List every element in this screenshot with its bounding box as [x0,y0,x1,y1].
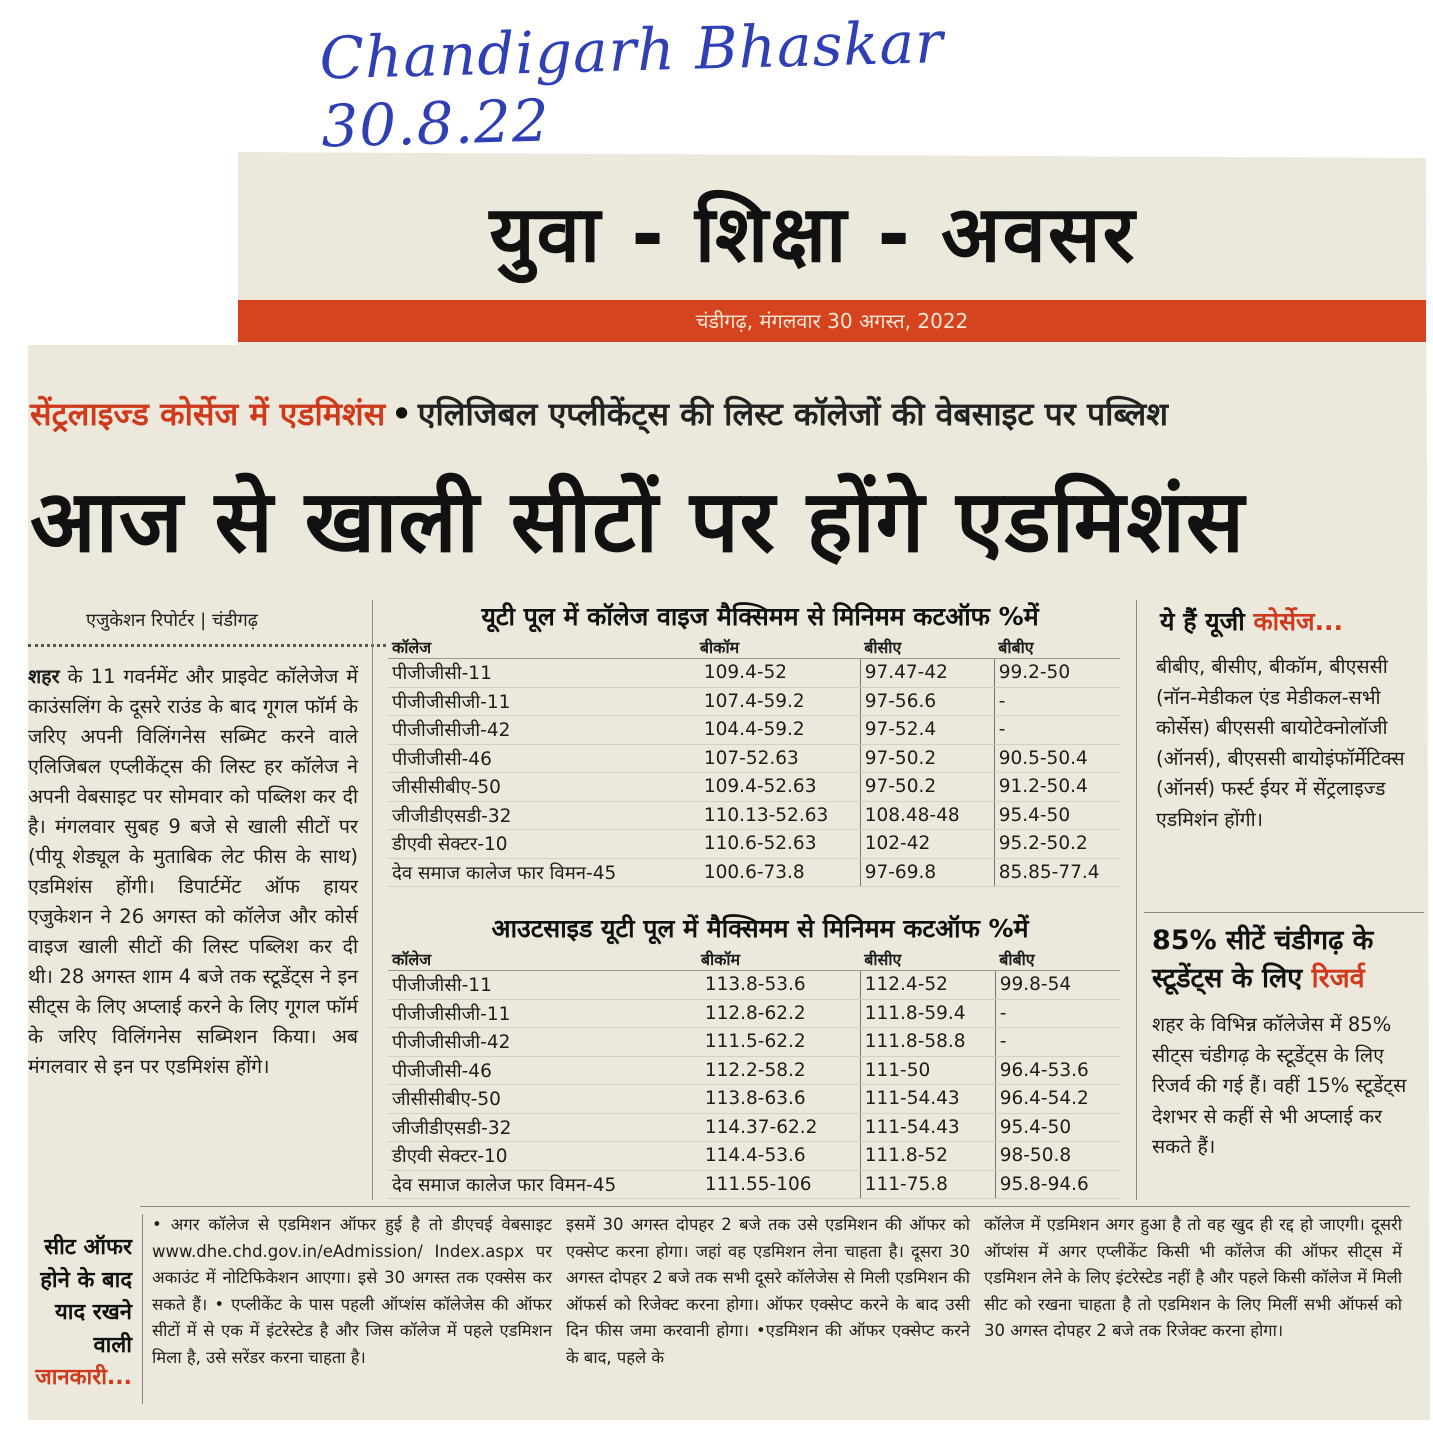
table-row [388,687,1120,716]
header-college: कॉलेज [388,636,696,659]
table-row [388,1170,1120,1199]
cutoff-cell: 114.4-53.6 [697,1142,860,1171]
college-cell: डीएवी सेक्टर-10 [388,830,696,859]
ug-title-black: ये हैं यूजी [1160,607,1245,636]
cutoff-cell: 113.8-63.6 [697,1085,860,1114]
cutoff-cell: 97-50.2 [860,773,994,802]
cutoff-cell: 111.55-106 [697,1170,860,1199]
lead-word: शहर [28,665,60,688]
cutoff-cell: 97-69.8 [860,858,994,887]
header-bcom: बीकॉम [696,636,860,659]
headline: आज से खाली सीटों पर होंगे एडमिशंस [30,472,1245,572]
cutoff-cell: 98-50.8 [995,1142,1120,1171]
seat-offer-label [28,1232,132,1402]
cutoff-cell: 107.4-59.2 [696,687,860,716]
cutoff-cell: 111-54.43 [860,1085,995,1114]
handwritten-note: Chandigarh Bhaskar 30.8.22 [318,8,945,161]
cutoff-cell: 111.8-59.4 [860,999,995,1028]
cutoff-cell: 111-50 [860,1056,995,1085]
ut-cutoff-table [388,636,1120,887]
cutoff-cell: 109.4-52 [696,659,860,688]
reserve-title-black: 85% सीटें चंडीगढ़ के स्टूडेंट्स के लिए [1152,925,1374,994]
cutoff-cell: 97-52.4 [860,716,994,745]
seat-offer-label-black: सीट ऑफर होने के बाद याद रखने वाली [40,1235,132,1358]
kicker-line [30,388,1426,440]
cutoff-cell: 95.4-50 [994,801,1120,830]
table-row [388,1085,1120,1114]
college-cell: पीजीजीसीजी-11 [388,687,696,716]
cutoff-cell: 112.8-62.2 [697,999,860,1028]
column-divider [372,600,373,1200]
table-header-row [388,636,1120,659]
cutoff-cell: 100.6-73.8 [696,858,860,887]
reserve-title [1152,922,1422,1002]
column-divider [1136,600,1137,1200]
college-cell: पीजीजीसी-11 [388,659,696,688]
college-cell: पीजीजीसीजी-42 [388,716,696,745]
cutoff-cell: 95.4-50 [995,1113,1120,1142]
header-bba: बीबीए [995,948,1120,971]
header-bba: बीबीए [994,636,1120,659]
cutoff-cell: 111.8-58.8 [860,1028,995,1057]
seat-offer-text: • अगर कॉलेज से एडमिशन ऑफर हुई है तो डीएचई वेबसाइट www.dhe.chd.gov.in/eAdmission/ Index.aspx पर अकाउंट में नोटिफिकेशन आएगा। इसे 30 अगस्त तक एक्सेस कर सकते हैं। • एप्लीकेंट के पास पहली ऑप्शंस कॉलेजेस की ऑफर सीटों में से एक में इंटरेस्टेड है और जिस कॉलेज में पहले एडमिशन मिला है, उसे सरेंडर करना चाहता है। [152,1215,552,1367]
cutoff-cell: 91.2-50.4 [994,773,1120,802]
college-cell: जीजीडीएसडी-32 [388,801,696,830]
cutoff-cell: 99.2-50 [994,659,1120,688]
byline: एजुकेशन रिपोर्टर | चंडीगढ़ [86,610,258,631]
cutoff-cell: 97-56.6 [860,687,994,716]
cutoff-cell: 107-52.63 [696,744,860,773]
cutoff-cell: 111-75.8 [860,1170,995,1199]
table-row [388,999,1120,1028]
college-cell: पीजीजीसी-46 [388,744,696,773]
reserve-title-red: रिजर्व [1311,963,1365,994]
header-bcom: बीकॉम [697,948,860,971]
ug-courses-title [1160,602,1410,642]
college-cell: देव समाज कालेज फार विमन-45 [388,1170,697,1199]
outside-table-title: आउटसाइड यूटी पूल में मैक्सिमम से मिनिमम कटऑफ %में [491,914,1029,943]
seat-offer-text: कॉलेज में एडमिशन अगर हुआ है तो वह खुद ही रद्द हो जाएगी। दूसरी ऑप्शंस में अगर एप्लीकेंट किसी भी कॉलेज की ऑफर सीट्स में एडमिशन लेने के लिए इंटरेस्टेड नहीं है और पहले किसी कॉलेज में मिली सीट को रखना चाहता है तो एडमिशन के लिए मिलीं सभी ऑफर्स को 30 अगस्त दोपहर 2 बजे तक रिजेक्ट करना होगा। [984,1215,1402,1340]
table-row [388,1113,1120,1142]
article-body [28,662,358,1202]
table-row [388,744,1120,773]
college-cell: पीजीजीसी-11 [388,971,697,1000]
seat-offer-col-1 [152,1212,552,1412]
cutoff-cell: 110.6-52.63 [696,830,860,859]
kicker-bullet: • [391,395,412,433]
cutoff-cell: 97-50.2 [860,744,994,773]
outside-cutoff-table [388,948,1120,1199]
college-cell: जीजीडीएसडी-32 [388,1113,697,1142]
cutoff-cell: - [994,716,1120,745]
seat-offer-label-red: जानकारी... [35,1365,132,1390]
masthead-title: युवा - शिक्षा - अवसर [489,190,1137,280]
cutoff-cell: 97.47-42 [860,659,994,688]
cutoff-cell: - [994,687,1120,716]
seat-offer-col-2 [566,1212,970,1412]
cutoff-cell: 96.4-53.6 [995,1056,1120,1085]
table-header-row [388,948,1120,971]
table-row [388,801,1120,830]
cutoff-cell: 95.2-50.2 [994,830,1120,859]
cutoff-cell: 96.4-54.2 [995,1085,1120,1114]
table-row [388,971,1120,1000]
ug-title-red: कोर्सेज... [1253,607,1344,636]
cutoff-cell: - [995,999,1120,1028]
college-cell: पीजीजीसी-46 [388,1056,697,1085]
cutoff-cell: 108.48-48 [860,801,994,830]
college-cell: पीजीजीसीजी-42 [388,1028,697,1057]
dateline-band: चंडीगढ़, मंगलवार 30 अगस्त, 2022 [238,300,1426,342]
table-row [388,830,1120,859]
cutoff-cell: 111.5-62.2 [697,1028,860,1057]
table-row [388,1056,1120,1085]
cutoff-cell: 109.4-52.63 [696,773,860,802]
ug-courses-body: बीबीए, बीसीए, बीकॉम, बीएससी (नॉन-मेडीकल एंड मेडीकल-सभी कोर्सेस) बीएससी बायोटेक्नोलॉजी (ऑनर्स), बीएससी बायोइंफॉर्मेटिक्स (ऑनर्स) फर्स्ट ईयर में सेंट्रलाइज्ड एडमिशंन होंगी। [1156,655,1405,831]
seat-offer-col-3 [984,1212,1402,1412]
cutoff-cell: 112.4-52 [860,971,995,1000]
cutoff-cell: 85.85-77.4 [994,858,1120,887]
header-college: कॉलेज [388,948,697,971]
cutoff-cell: 99.8-54 [995,971,1120,1000]
dotted-rule [28,644,386,647]
table-row [388,858,1120,887]
sidebar-divider [1144,912,1424,913]
cutoff-cell: 111.8-52 [860,1142,995,1171]
table-row [388,1142,1120,1171]
kicker-red: सेंट्रलाइज्ड कोर्सेज में एडमिशंस [30,395,386,433]
cutoff-cell: 102-42 [860,830,994,859]
body-text: के 11 गवर्नमेंट और प्राइवेट कॉलेजेज में काउंसलिंग के दूसरे राउंड के बाद गूगल फॉर्म के जरिए अपनी विलिंगनेस सब्मिट करने वाले एलिजिबल एप्लीकेंट्स की लिस्ट हर कॉलेज ने अपनी वेबसाइट पर सोमवार को पब्लिश कर दी है। मंगलवार सुबह 9 बजे से खाली सीटों पर (पीयू शेड्यूल के मुताबिक लेट फीस के साथ) एडमिशंस होंगी। डिपार्टमेंट ऑफ हायर एजुकेशन ने 26 अगस्त को कॉलेज और कोर्स वाइज खाली सीटों की लिस्ट पब्लिश कर दी थी। 28 अगस्त शाम 4 बजे तक स्टूडेंट्स ने इन सीट्स के लिए अप्लाई करने के लिए गूगल फॉर्म के जरिए विलिंगनेस सब्मिशन किया। अब मंगलवार से इन पर एडमिशंस होंगे। [28,665,358,1078]
cutoff-cell: 95.8-94.6 [995,1170,1120,1199]
seat-offer-divider [142,1214,143,1404]
college-cell: जीसीसीबीए-50 [388,773,696,802]
ut-table-title: यूटी पूल में कॉलेज वाइज मैक्सिमम से मिनिमम कटऑफ %में [481,602,1039,631]
table-row [388,773,1120,802]
reserve-body: शहर के विभिन्न कॉलेजेस में 85% सीट्स चंडीगढ़ के स्टूडेंट्स के लिए रिजर्व की गई हैं। वहीं 15% स्टूडेंट्स देशभर से कहीं से भी अप्लाई कर सकते हैं। [1152,1013,1407,1158]
kicker-rest: एलिजिबल एप्लीकेंट्स की लिस्ट कॉलेजों की वेबसाइट पर पब्लिश [417,395,1169,433]
header-bca: बीसीए [860,948,995,971]
bottom-divider [140,1206,1410,1207]
cutoff-cell: 112.2-58.2 [697,1056,860,1085]
college-cell: पीजीजीसीजी-11 [388,999,697,1028]
cutoff-cell: 104.4-59.2 [696,716,860,745]
seat-offer-text: इसमें 30 अगस्त दोपहर 2 बजे तक उसे एडमिशन की ऑफर को एक्सेप्ट करना होगा। जहां वह एडमिशन लेना चाहता है। दूसरा 30 अगस्त दोपहर 2 बजे तक सभी दूसरे कॉलेजेस से मिली एडमिशन की ऑफर्स को रिजेक्ट करना होगा। ऑफर एक्सेप्ट करने के बाद उसी दिन फीस जमा करवानी होगा। •एडमिशन की ऑफर एक्सेप्ट करने के बाद, पहले के [566,1215,970,1367]
college-cell: डीएवी सेक्टर-10 [388,1142,697,1171]
cutoff-cell: 114.37-62.2 [697,1113,860,1142]
cutoff-cell: 113.8-53.6 [697,971,860,1000]
cutoff-cell: 90.5-50.4 [994,744,1120,773]
table-row [388,1028,1120,1057]
cutoff-cell: 111-54.43 [860,1113,995,1142]
table-row [388,659,1120,688]
college-cell: देव समाज कालेज फार विमन-45 [388,858,696,887]
table-row [388,716,1120,745]
cutoff-cell: 110.13-52.63 [696,801,860,830]
cutoff-cell: - [995,1028,1120,1057]
header-bca: बीसीए [860,636,994,659]
college-cell: जीसीसीबीए-50 [388,1085,697,1114]
